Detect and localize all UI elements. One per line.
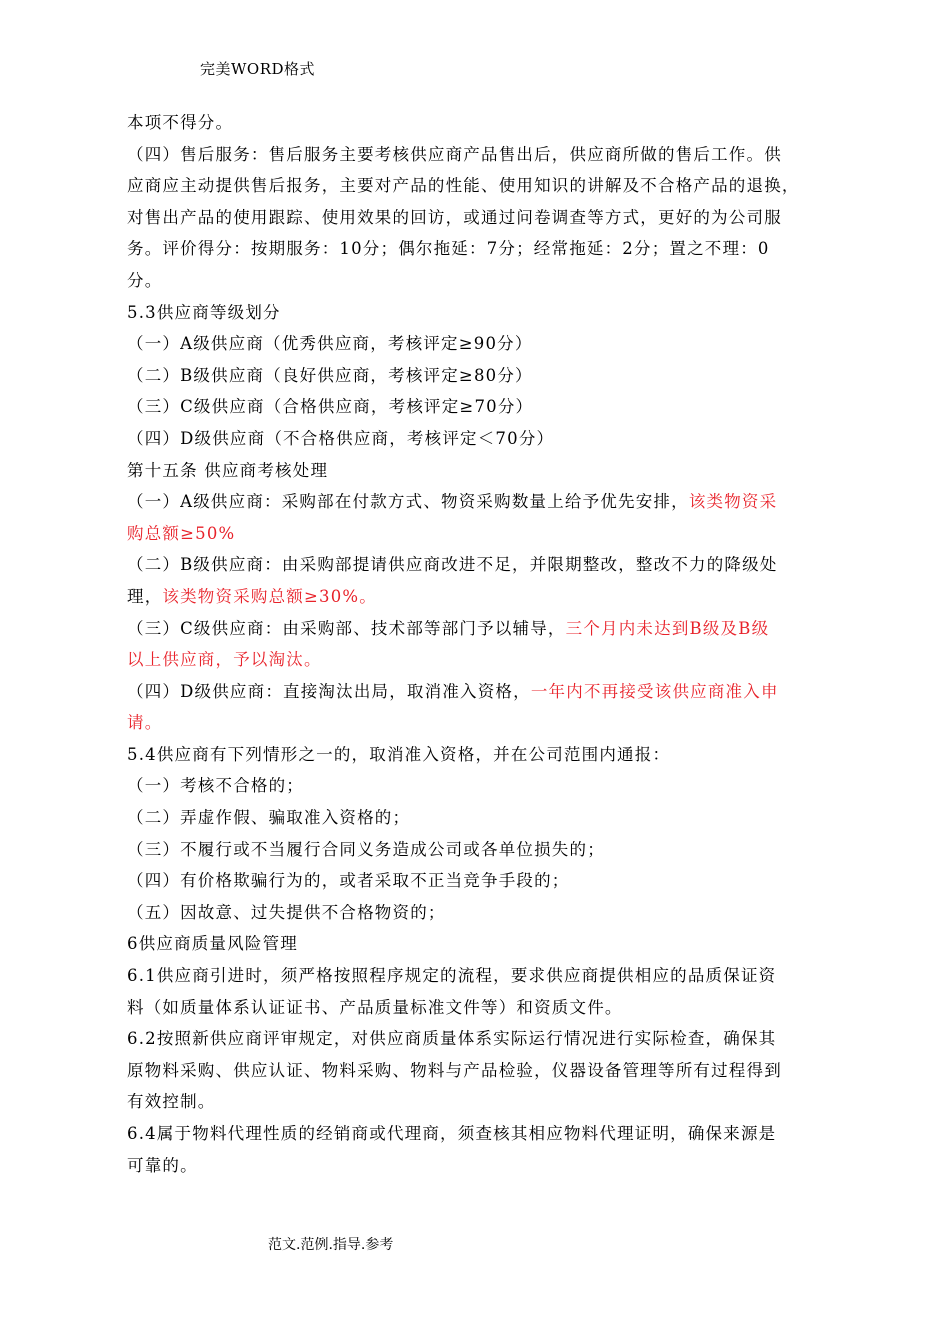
text-segment: 应商应主动提供售后报务，主要对产品的性能、使用知识的讲解及不合格产品的退换，: [127, 176, 800, 196]
text-segment: （四）有价格欺骗行为的，或者采取不正当竞争手段的；: [127, 871, 570, 891]
text-line: [127, 613, 837, 645]
text-segment: 分。: [127, 270, 163, 290]
text-line: [127, 328, 837, 360]
text-line: [127, 233, 837, 265]
text-segment: 6.1供应商引进时，须严格按照程序规定的流程，要求供应商提供相应的品质保证资: [127, 966, 777, 986]
text-segment: （四）D级供应商（不合格供应商，考核评定＜70分）: [127, 428, 555, 448]
text-segment: 5.4供应商有下列情形之一的，取消准入资格，并在公司范围内通报：: [127, 744, 671, 764]
text-line: [127, 770, 837, 802]
text-line: [127, 486, 837, 518]
text-line: [127, 865, 837, 897]
text-segment: （一）考核不合格的；: [127, 776, 304, 796]
text-segment: 有效控制。: [127, 1092, 216, 1112]
page-footer: 范文.范例.指导.参考: [268, 1237, 394, 1253]
text-line: [127, 581, 837, 613]
text-line: [127, 897, 837, 929]
text-segment: （四）售后服务：售后服务主要考核供应商产品售出后，供应商所做的售后工作。供: [127, 144, 782, 164]
highlighted-text: 请。: [127, 713, 163, 733]
text-line: [127, 676, 837, 708]
text-segment: （二）B级供应商（良好供应商，考核评定≥80分）: [127, 365, 533, 385]
text-segment: 6.4属于物料代理性质的经销商或代理商，须查核其相应物料代理证明，确保来源是: [127, 1124, 777, 1143]
text-line: [127, 265, 837, 297]
highlighted-text: 该类物资采购总额≥30%。: [162, 586, 378, 606]
text-line: [127, 928, 837, 960]
text-segment: （三）C级供应商：由采购部、技术部等部门予以辅导，: [127, 618, 566, 638]
text-segment: 本项不得分。: [127, 113, 234, 132]
highlighted-text: 以上供应商，予以淘汰。: [127, 650, 322, 670]
text-line: [127, 707, 837, 739]
text-line: [127, 139, 837, 171]
page-header: 完美WORD格式: [200, 60, 316, 78]
highlighted-text: 购总额≥50%: [127, 523, 236, 543]
text-segment: （三）不履行或不当履行合同义务造成公司或各单位损失的；: [127, 839, 605, 859]
text-line: [127, 297, 837, 329]
text-line: [127, 802, 837, 834]
document-body: [127, 107, 837, 1181]
text-segment: 对售出产品的使用跟踪、使用效果的回访，或通过问卷调查等方式，更好的为公司服: [127, 207, 782, 227]
text-line: [127, 834, 837, 866]
text-segment: （四）D级供应商：直接淘汰出局，取消准入资格，: [127, 681, 531, 701]
text-segment: 可靠的。: [127, 1155, 198, 1175]
text-line: [127, 455, 837, 487]
text-line: [127, 170, 837, 202]
text-line: [127, 202, 837, 234]
text-line: [127, 107, 837, 139]
text-segment: 料（如质量体系认证证书、产品质量标准文件等）和资质文件。: [127, 997, 623, 1017]
text-line: [127, 423, 837, 455]
highlighted-text: 一年内不再接受该供应商准入申: [530, 681, 779, 701]
text-segment: 原物料采购、供应认证、物料采购、物料与产品检验，仪器设备管理等所有过程得到: [127, 1060, 782, 1080]
text-segment: （一）A级供应商（优秀供应商，考核评定≥90分）: [127, 334, 533, 354]
text-line: [127, 1086, 837, 1118]
text-segment: 务。评价得分：按期服务：10分；偶尔拖延：7分；经常拖延：2分；置之不理：0: [127, 239, 770, 259]
text-line: [127, 1150, 837, 1182]
text-line: [127, 391, 837, 423]
text-line: [127, 644, 837, 676]
text-segment: （二）B级供应商：由采购部提请供应商改进不足，并限期整改，整改不力的降级处: [127, 555, 778, 575]
text-line: [127, 1023, 837, 1055]
text-line: [127, 960, 837, 992]
text-segment: 理，: [127, 586, 163, 606]
text-segment: （五）因故意、过失提供不合格物资的；: [127, 902, 446, 922]
text-segment: 5.3供应商等级划分: [127, 302, 281, 322]
text-segment: 6供应商质量风险管理: [127, 934, 298, 954]
text-line: [127, 518, 837, 550]
highlighted-text: 三个月内未达到B级及B级: [565, 618, 770, 638]
text-segment: （一）A级供应商：采购部在付款方式、物资采购数量上给予优先安排，: [127, 492, 689, 512]
text-line: [127, 1118, 837, 1150]
text-line: [127, 739, 837, 771]
text-segment: 6.2按照新供应商评审规定，对供应商质量体系实际运行情况进行实际检查，确保其: [127, 1029, 777, 1049]
text-line: [127, 1055, 837, 1087]
text-segment: 第十五条 供应商考核处理: [127, 460, 329, 480]
highlighted-text: 该类物资采: [688, 492, 778, 512]
text-segment: （三）C级供应商（合格供应商，考核评定≥70分）: [127, 397, 534, 417]
text-line: [127, 549, 837, 581]
text-line: [127, 992, 837, 1024]
text-segment: （二）弄虚作假、骗取准入资格的；: [127, 808, 411, 828]
text-line: [127, 360, 837, 392]
